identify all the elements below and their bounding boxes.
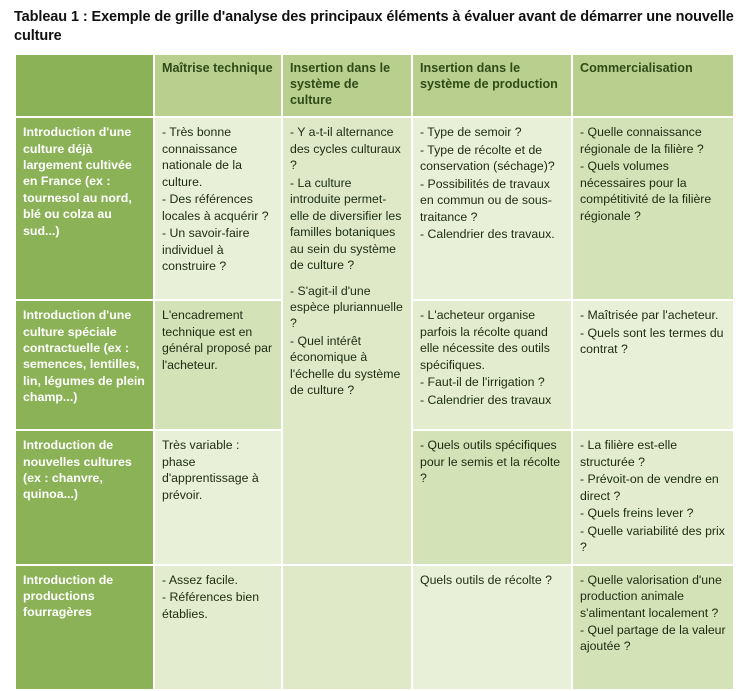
- table-header-commercialisation: Commercialisation: [572, 54, 734, 117]
- cell-line: - La culture introduite permet-elle de diversifier les familles botaniques au sein du système de culture ?: [290, 175, 402, 273]
- row-label-culture-speciale-contractuelle: Introduction d'une culture spéciale contractuelle (ex : semences, lentilles, lin, légumes de plein champ...): [15, 300, 154, 430]
- cell-line: Très variable : phase d'apprentissage à prévoir.: [162, 438, 259, 502]
- cell-line: - Faut-il de l'irrigation ?: [420, 375, 545, 390]
- table-row: [15, 117, 734, 300]
- analysis-grid-table: [14, 53, 735, 690]
- cell-line: - Quels freins lever ?: [580, 506, 694, 521]
- cell-line: - Quels volumes nécessaires pour la compétitivité de la filière régionale ?: [580, 159, 712, 223]
- cell-line: - Un savoir-faire individuel à construire ?: [162, 226, 250, 274]
- cell-line: L'encadrement technique est en général proposé par l'acheteur.: [162, 308, 273, 372]
- cell-line: - Quel partage de la valeur ajoutée ?: [580, 622, 726, 654]
- cell-r2-maitrise-technique: [154, 300, 282, 430]
- cell-r1-systeme-de-production: [412, 117, 572, 300]
- cell-line: - Quels outils spécifiques pour le semis et la récolte ?: [420, 438, 561, 486]
- cell-line: - Calendrier des travaux.: [420, 227, 555, 242]
- cell-systeme-de-culture-merged: [282, 117, 412, 564]
- cell-r3-systeme-de-production: [412, 430, 572, 564]
- cell-r4-maitrise-technique: [154, 565, 282, 690]
- cell-line: - Prévoit-on de vendre en direct ?: [580, 472, 719, 503]
- table-row: [15, 565, 734, 690]
- cell-r3-maitrise-technique: [154, 430, 282, 564]
- table-header-systeme-de-culture: Insertion dans le système de culture: [282, 54, 412, 117]
- cell-line: - S'agit-il d'une espèce pluriannuelle ?: [290, 283, 403, 331]
- cell-r4-commercialisation: [572, 565, 734, 690]
- cell-line: - Quelle valorisation d'une production animale s'alimentant localement ?: [580, 572, 722, 620]
- cell-r2-commercialisation: [572, 300, 734, 430]
- cell-line: - Assez facile.: [162, 572, 238, 587]
- table-header-systeme-de-production: Insertion dans le système de production: [412, 54, 572, 117]
- table-caption: Tableau 1 : Exemple de grille d'analyse des principaux éléments à évaluer avant de démarrer une nouvelle culture: [14, 9, 734, 44]
- cell-line: - Quelle connaissance régionale de la filière ?: [580, 125, 704, 156]
- cell-line: - Possibilités de travaux en commun ou de sous-traitance ?: [420, 176, 552, 224]
- cell-line: - La filière est-elle structurée ?: [580, 438, 678, 469]
- cell-line: - Quel intérêt économique à l'échelle du système de culture ?: [290, 333, 401, 398]
- cell-r1-commercialisation: [572, 117, 734, 300]
- table-header-corner: [15, 54, 154, 117]
- row-label-nouvelles-cultures: Introduction de nouvelles cultures (ex : chanvre, quinoa...): [15, 430, 154, 564]
- cell-line: - Maîtrisée par l'acheteur.: [580, 308, 719, 323]
- cell-line: - Type de semoir ?: [420, 125, 522, 140]
- row-label-culture-deja-cultivee: Introduction d'une culture déjà largement cultivée en France (ex : tournesol au nord, blé ou colza au sud...): [15, 117, 154, 300]
- cell-line: Quels outils de récolte ?: [420, 572, 552, 587]
- cell-line: - Quels sont les termes du contrat ?: [580, 325, 724, 357]
- cell-line: - Y a-t-il alternance des cycles culturaux ?: [290, 125, 401, 173]
- cell-line: - Très bonne connaissance nationale de la culture.: [162, 125, 242, 189]
- cell-r2-systeme-de-production: [412, 300, 572, 430]
- cell-line: - Des références locales à acquérir ?: [162, 192, 269, 223]
- cell-line: - L'acheteur organise parfois la récolte quand elle nécessite des outils spécifiques.: [420, 308, 550, 372]
- cell-r1-maitrise-technique: [154, 117, 282, 300]
- cell-r3-commercialisation: [572, 430, 734, 564]
- table-header-maitrise-technique: Maîtrise technique: [154, 54, 282, 117]
- cell-line: - Calendrier des travaux: [420, 392, 552, 407]
- row-label-productions-fourrageres: Introduction de productions fourragères: [15, 565, 154, 690]
- cell-line: - Quelle variabilité des prix ?: [580, 523, 725, 555]
- cell-line: - Références bien établies.: [162, 590, 260, 621]
- cell-r4-systeme-de-culture: [282, 565, 412, 690]
- cell-line: - Type de récolte et de conservation (séchage)?: [420, 142, 555, 174]
- cell-r4-systeme-de-production: [412, 565, 572, 690]
- table-header-row: [15, 54, 734, 117]
